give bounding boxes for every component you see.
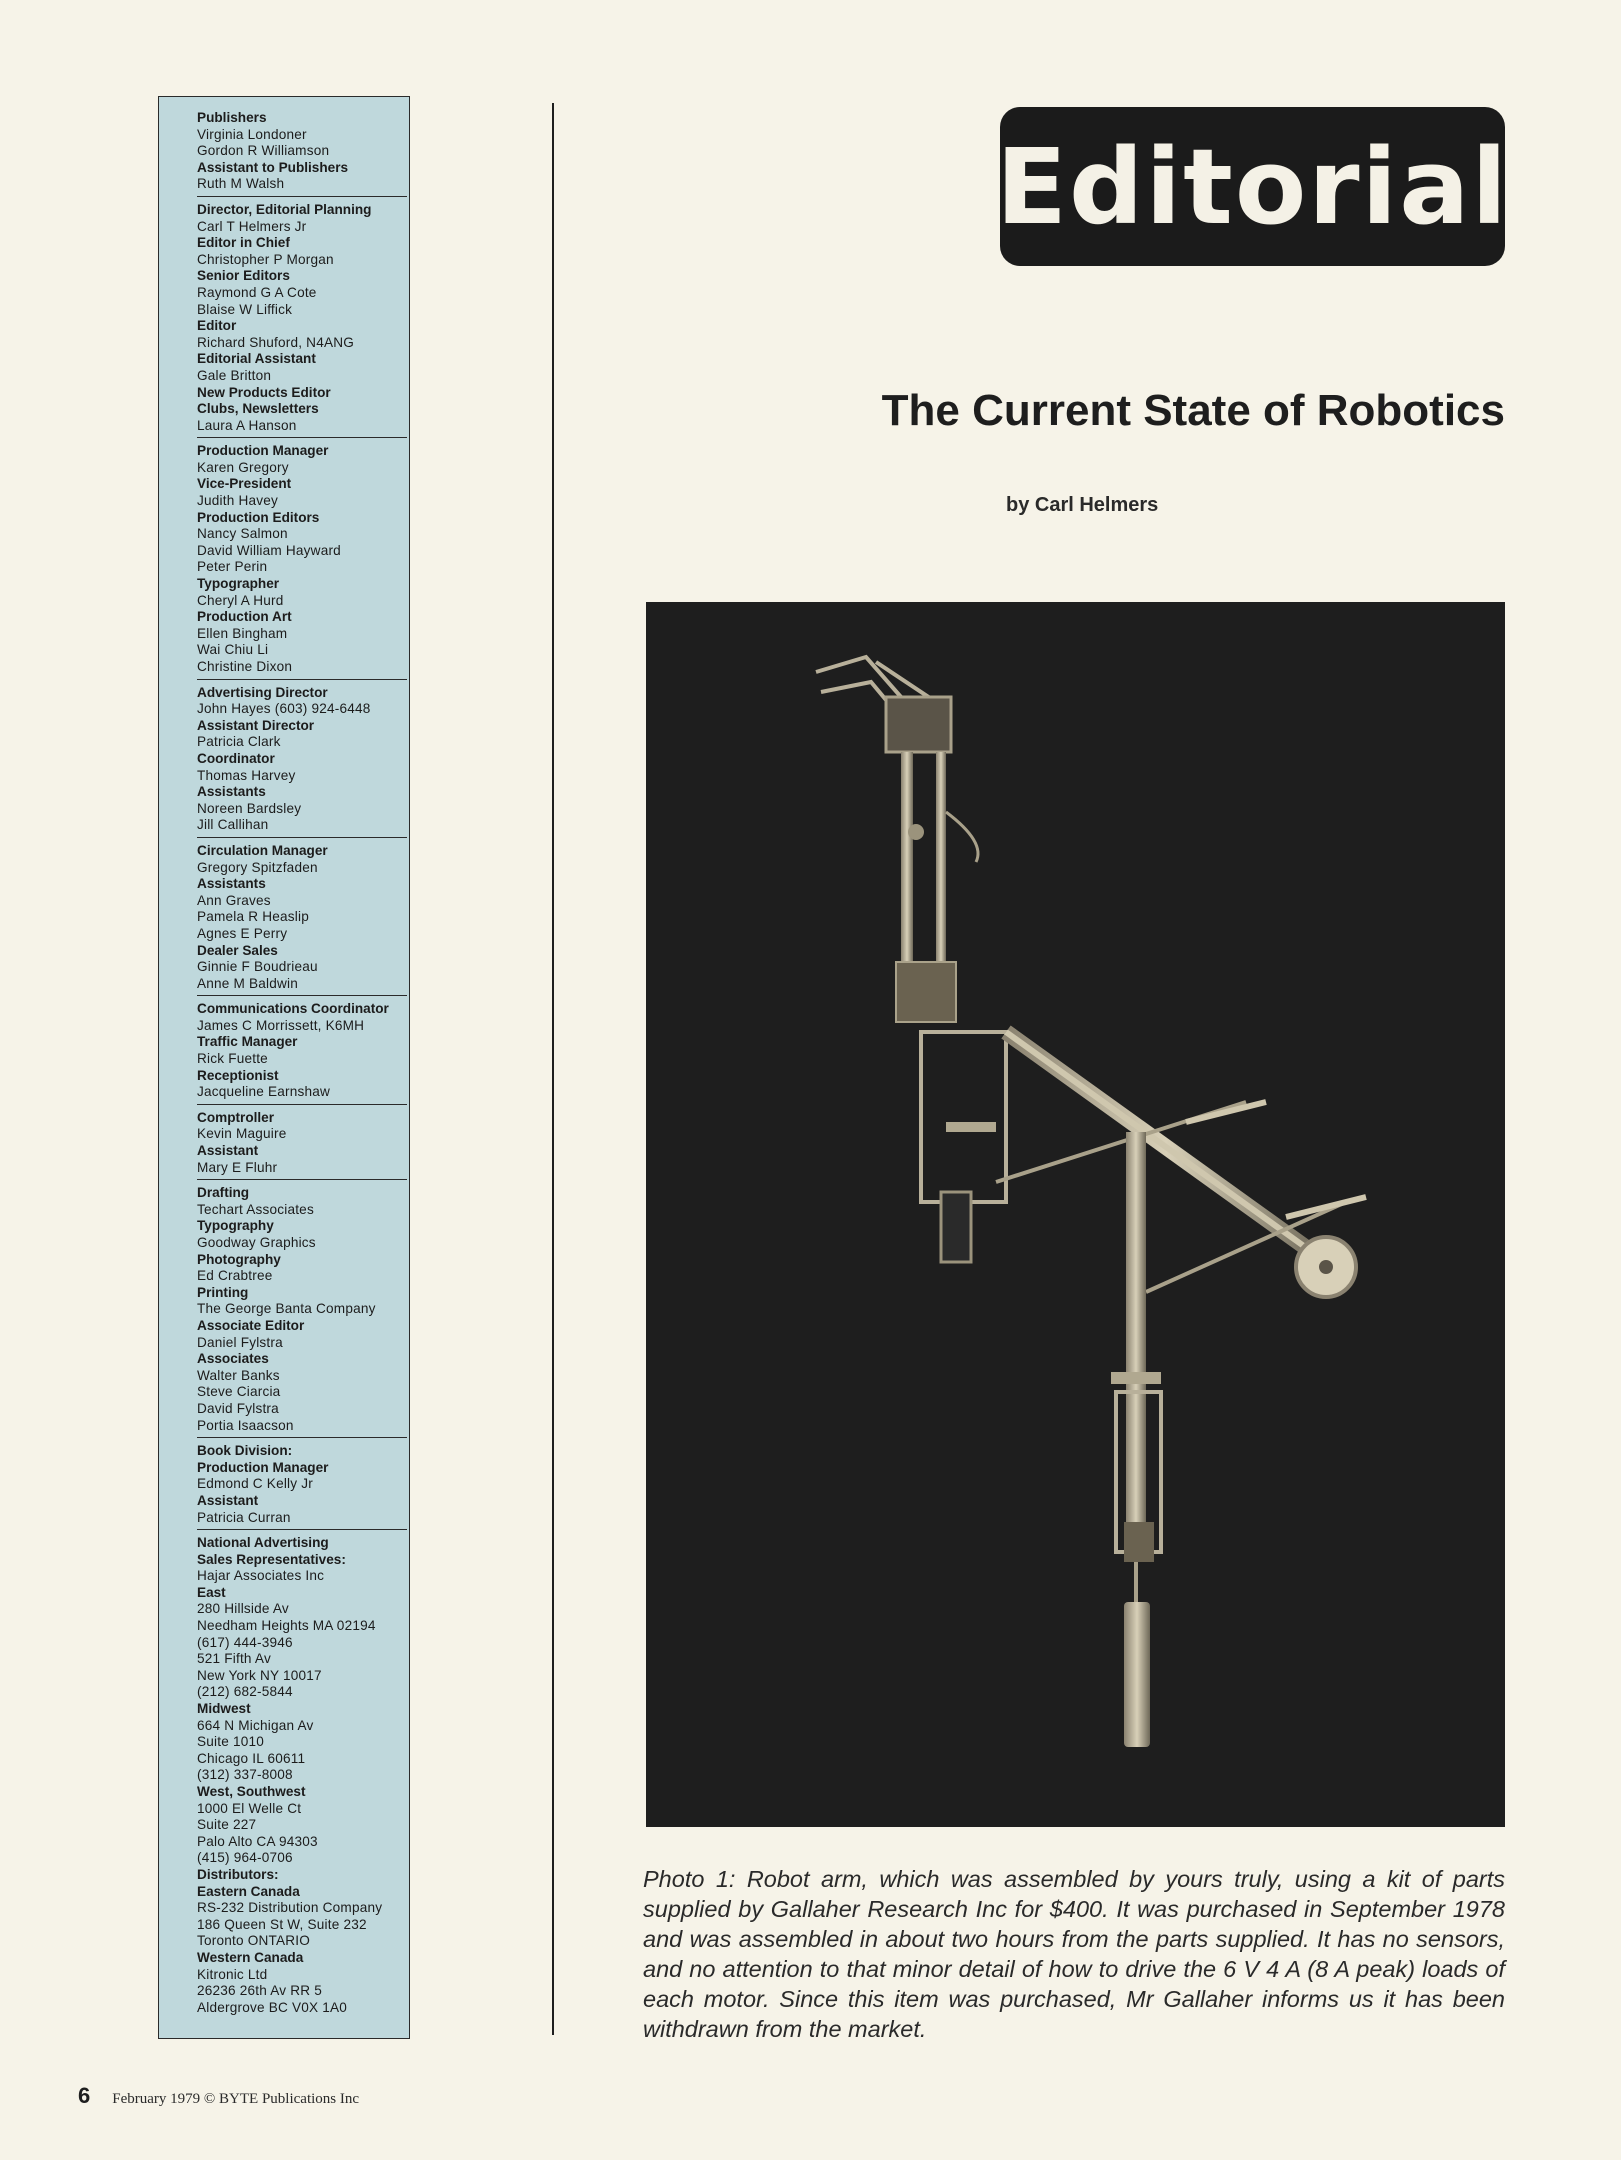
masthead-role: West, Southwest [197,1784,306,1799]
masthead-entry: 664 N Michigan Av [197,1717,314,1733]
masthead-role: Editorial Assistant [197,351,316,367]
masthead-entry: Toronto ONTARIO [197,1933,311,1949]
masthead-role: Midwest [197,1701,251,1717]
masthead-role: Director, Editorial Planning [197,201,372,217]
masthead-entry: Rick Fuette [197,1051,268,1067]
masthead-entry: (312) 337-8008 [197,1767,293,1783]
masthead-role: Production Editors [197,509,320,525]
masthead-role: Printing [197,1284,249,1300]
masthead-section [197,1110,407,1180]
masthead-role: Assistant Director [197,717,315,733]
masthead-role: Coordinator [197,750,275,766]
masthead-entry: Christine Dixon [197,659,293,674]
masthead-entry: Virginia Londoner [197,126,307,142]
masthead-entry: 521 Fifth Av [197,1651,271,1667]
masthead-entry: Walter Banks [197,1367,280,1383]
masthead-entry: Laura A Hanson [197,417,297,433]
masthead-entry: 26236 26th Av RR 5 [197,1983,323,1999]
masthead-entry: (212) 682-5844 [197,1684,293,1700]
masthead-role: Distributors: [197,1866,279,1882]
masthead-role: Associates [197,1351,269,1367]
masthead-role: Assistants [197,784,266,800]
masthead-entry: Peter Perin [197,559,268,575]
masthead-entry: Ruth M Walsh [197,176,285,192]
masthead-entry: Jill Callihan [197,817,269,833]
masthead-entry: 1000 El Welle Ct [197,1800,302,1816]
masthead-entry: Kitronic Ltd [197,1966,268,1982]
masthead-entry: Judith Havey [197,493,278,509]
masthead-entry: Palo Alto CA 94303 [197,1833,318,1849]
masthead-section [197,443,407,679]
masthead-entry: Ellen Bingham [197,625,288,641]
masthead-role: Clubs, Newsletters [197,401,319,417]
masthead-entry: Patricia Curran [197,1509,291,1525]
masthead-entry: John Hayes (603) 924-6448 [197,701,371,717]
masthead-entry: (415) 964-0706 [197,1850,293,1866]
masthead-entry: Portia Isaacson [197,1417,294,1433]
masthead-entry: Patricia Clark [197,734,281,750]
masthead-role: Assistant [197,1143,259,1159]
masthead-entry: Thomas Harvey [197,767,296,783]
masthead-entry: Steve Ciarcia [197,1384,281,1400]
masthead-entry: Suite 227 [197,1817,257,1833]
masthead-entry: Anne M Baldwin [197,975,299,991]
masthead-entry: Edmond C Kelly Jr [197,1476,313,1492]
masthead-role: Book Division: [197,1443,293,1459]
masthead-section [197,1535,407,2019]
masthead-entry: Pamela R Heaslip [197,909,309,925]
masthead-entry: Suite 1010 [197,1734,265,1750]
masthead-entry: Christopher P Morgan [197,251,334,267]
masthead-role: Sales Representatives: [197,1551,346,1567]
masthead-role: Assistant [197,1492,259,1508]
masthead-role: Associate Editor [197,1317,305,1333]
masthead-entry: Needham Heights MA 02194 [197,1618,376,1634]
masthead-entry: David Fylstra [197,1400,279,1416]
masthead-section [197,110,407,197]
masthead-role: Editor in Chief [197,235,290,251]
masthead-entry: Ann Graves [197,892,271,908]
masthead-entry: Wai Chiu Li [197,642,269,658]
article-byline: by Carl Helmers [1006,494,1159,516]
masthead-role: Production Art [197,609,292,625]
masthead-section [197,202,407,438]
masthead-role: National Advertising [197,1535,329,1551]
masthead-entry: Kevin Maguire [197,1126,287,1142]
article-title: The Current State of Robotics [881,386,1505,435]
masthead-role: Assistant to Publishers [197,159,349,175]
masthead-entry: Daniel Fylstra [197,1334,283,1350]
footer-credit: February 1979 © BYTE Publications Inc [112,2091,360,2107]
masthead-entry: Noreen Bardsley [197,800,302,816]
masthead-entry: Chicago IL 60611 [197,1750,306,1766]
masthead-entry: The George Banta Company [197,1301,376,1317]
masthead-entry: Raymond G A Cote [197,284,317,300]
page-number: 6 [78,2083,91,2108]
masthead-role: Typography [197,1218,274,1234]
masthead-role: Production Manager [197,443,329,459]
masthead-entry: Jacqueline Earnshaw [197,1084,331,1100]
robot-arm-photo [646,602,1505,1827]
masthead-entry: Goodway Graphics [197,1235,316,1250]
masthead-section [197,1185,407,1438]
masthead-role: Editor [197,318,237,334]
masthead-entry: Ed Crabtree [197,1268,273,1284]
masthead-entry: Nancy Salmon [197,526,288,542]
masthead-entry: 186 Queen St W, Suite 232 [197,1916,367,1932]
column-divider [552,103,554,2035]
masthead-role: Vice-President [197,476,292,492]
masthead-role: Drafting [197,1185,250,1201]
masthead-entry: Agnes E Perry [197,925,288,941]
masthead-entry: Mary E Fluhr [197,1159,278,1175]
masthead-role: Senior Editors [197,268,290,284]
masthead-entry: Carl T Helmers Jr [197,218,307,234]
editorial-banner [995,107,1510,266]
masthead-role: Publishers [197,110,267,125]
masthead-entry: Cheryl A Hurd [197,592,284,608]
masthead-entry: Hajar Associates Inc [197,1568,325,1584]
masthead-entry: James C Morrissett, K6MH [197,1017,365,1033]
masthead-section [197,1001,407,1105]
masthead-entry: Techart Associates [197,1201,314,1217]
masthead-entry: Richard Shuford, N4ANG [197,334,355,350]
masthead-section [197,1443,407,1530]
masthead-role: Communications Coordinator [197,1001,389,1017]
masthead-entry: New York NY 10017 [197,1667,322,1683]
masthead-entry: David William Hayward [197,542,341,558]
masthead-role: Eastern Canada [197,1883,300,1899]
masthead-role: Dealer Sales [197,942,278,958]
masthead-role: Assistants [197,876,266,892]
masthead-entry: RS-232 Distribution Company [197,1900,383,1916]
masthead-entry: Ginnie F Boudrieau [197,959,318,975]
masthead-staff-box [158,96,410,2039]
page-footer [78,2083,359,2109]
masthead-entry: Gale Britton [197,367,272,383]
masthead-role: Traffic Manager [197,1034,298,1050]
masthead-role: Western Canada [197,1949,304,1965]
masthead-section [197,843,407,996]
robot-arm-illustration [646,602,1505,1827]
masthead-role: Typographer [197,576,280,592]
masthead-role: East [197,1584,226,1600]
masthead-role: Receptionist [197,1067,279,1083]
masthead-section [197,685,407,838]
banner-title: Editorial [995,125,1510,248]
masthead-entry: Aldergrove BC V0X 1A0 [197,1999,348,2015]
masthead-role: Advertising Director [197,684,328,700]
masthead-role: Comptroller [197,1109,275,1125]
masthead-entry: Gregory Spitzfaden [197,859,318,875]
masthead-entry: 280 Hillside Av [197,1601,289,1617]
masthead-entry: (617) 444-3946 [197,1634,293,1650]
photo-caption: Photo 1: Robot arm, which was assembled by yours truly, using a kit of parts supplied by Gallaher Research Inc for $400. It was purchased in September 1978 and was assembled in about two hours from the parts supplied. It has no sensors, and no attention to that minor detail of how to drive the 6 V 4 A (8 A peak) loads of each motor. Since this item was purchased, Mr Gallaher informs us it has been withdrawn from the market. [643,1866,1505,2042]
masthead-role: New Products Editor [197,384,331,400]
masthead-role: Photography [197,1251,281,1267]
masthead-role: Production Manager [197,1459,329,1475]
masthead-role: Circulation Manager [197,842,328,858]
masthead-entry: Karen Gregory [197,459,289,475]
masthead-entry: Blaise W Liffick [197,301,293,317]
masthead-entry: Gordon R Williamson [197,143,330,159]
